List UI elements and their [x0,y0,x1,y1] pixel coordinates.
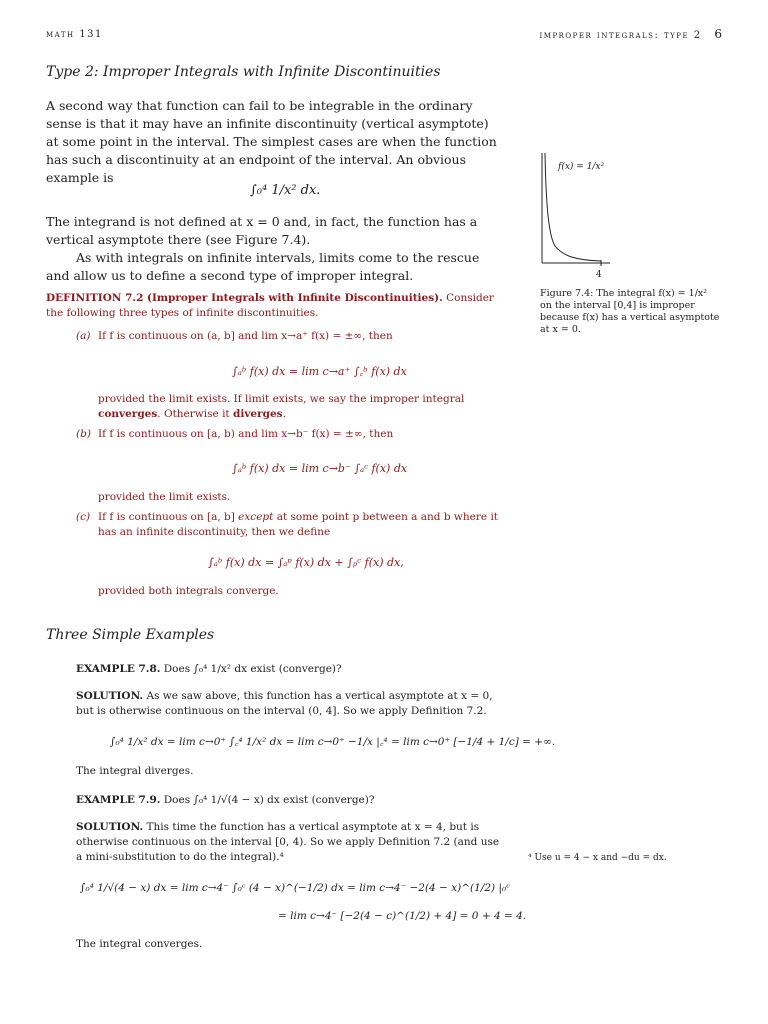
case-b-formula: ∫ₐᵇ f(x) dx = lim c→b⁻ ∫ₐᶜ f(x) dx [232,462,408,475]
example-integral: ∫₀⁴ 1/x² dx. [250,183,321,198]
case-c-cond-pre: If f is continuous on [a, b] [98,511,235,523]
example-7-9-formula-2: = lim c→4⁻ [−2(4 − c)^(1/2) + 4] = 0 + 4 = 4. [278,910,527,922]
case-a-otherwise: Otherwise it [163,408,230,420]
rescue-paragraph: As with integrals on infinite intervals, limits come to the rescue and allow us to define a second type of improper integral. [46,250,480,283]
section-title-examples: Three Simple Examples [46,627,215,643]
example-7-8-solution [76,689,506,719]
case-b-after: provided the limit exists. [98,491,231,503]
figure-caption: Figure 7.4: The integral f(x) = 1/x² on the interval [0,4] is improper because f(x) has a vertical asymptote at x = 0. [540,288,720,335]
example-7-8-formula: ∫₀⁴ 1/x² dx = lim c→0⁺ ∫꜀⁴ 1/x² dx = lim c→0⁺ −1/x |꜀⁴ = lim c→0⁺ [−1/4 + 1/c] = +∞. [110,736,556,748]
case-a-after: provided the limit exists. If limit exists, we say the improper integral converges. Otherwise it diverges. [98,393,465,420]
example-7-9-solution-label: SOLUTION. [76,821,144,833]
example-7-9-formula-1: ∫₀⁴ 1/√(4 − x) dx = lim c→4⁻ ∫₀ᶜ (4 − x)^(−1/2) dx = lim c→4⁻ −2(4 − x)^(1/2) |₀ᶜ [80,882,510,894]
header-chapter-title: improper integrals: type 2 [539,30,702,41]
definition-intro [46,291,508,321]
example-7-9-solution-text: This time the function has a vertical asymptote at x = 4, but is otherwise continuous on the interval [0, 4). So we apply Definition 7.2 (and use a mini-substitution to do the integral).⁴ [76,821,500,863]
figure-function-label: f(x) = 1/x² [558,162,605,172]
example-7-8-solution-label: SOLUTION. [76,690,144,702]
example-7-9-question: Does ∫₀⁴ 1/√(4 − x) dx exist (converge)? [163,794,375,806]
case-a-after-text: provided the limit exists. If limit exists, we say the improper integral [98,393,465,405]
running-header-right [540,27,722,41]
case-c-formula: ∫ₐᵇ f(x) dx = ∫ₐᵖ f(x) dx + ∫ₚᶜ f(x) dx, [208,556,404,569]
case-c-cond-post: at some point p between a and b where it has an infinite discontinuity, then we define [98,511,499,538]
example-7-8-conclusion: The integral diverges. [76,765,194,777]
case-b-marker: (b) [76,428,91,440]
definition-intro-tail: Consider the following three types of infinite discontinuities. [46,292,494,319]
section-title-type2: Type 2: Improper Integrals with Infinite Discontinuities [46,64,441,80]
case-a-marker: (a) [76,330,91,342]
example-7-9-question-line [76,793,506,808]
case-a-formula: ∫ₐᵇ f(x) dx = lim c→a⁺ ∫꜀ᵇ f(x) dx [232,365,407,378]
example-7-8-solution-text: As we saw above, this function has a vertical asymptote at x = 0, but is otherwise continuous on the interval (0, 4]. So we apply Definition 7.2. [76,690,493,717]
figure-tick-label: 4 [596,270,602,280]
example-7-8-label: EXAMPLE 7.8. [76,663,161,675]
sidenote-4: ⁴ Use u = 4 − x and −du = dx. [528,853,667,863]
case-c-condition [98,510,510,540]
example-7-8-question: Does ∫₀⁴ 1/x² dx exist (converge)? [163,663,342,675]
page-number: 6 [714,27,722,41]
case-c-marker: (c) [76,511,91,523]
example-7-9-label: EXAMPLE 7.9. [76,794,161,806]
case-a-condition: If f is continuous on (a, b] and lim x→a⁺ f(x) = ±∞, then [98,330,393,342]
example-7-8-question-line [76,662,506,677]
case-c-except: except [238,511,274,523]
definition-heading: DEFINITION 7.2 (Improper Integrals with Infinite Discontinuities). [46,292,443,304]
case-b-condition: If f is continuous on [a, b) and lim x→b⁻ f(x) = ±∞, then [98,428,394,440]
example-7-9-conclusion: The integral converges. [76,938,203,950]
integrand-paragraph: The integrand is not defined at x = 0 and, in fact, the function has a vertical asymptote there (see Figure 7.4). [46,214,478,247]
running-header-left: math 131 [46,29,103,40]
case-c-after: provided both integrals converge. [98,585,279,597]
example-7-9-solution [76,820,508,865]
diverges-term: diverges [233,408,283,420]
intro-paragraph: A second way that function can fail to be integrable in the ordinary sense is that it may have an infinite discontinuity (vertical asymptote) at some point in the interval. The simplest cases are when the function has such a discontinuity at an endpoint of the interval. An obvious example is [46,98,497,185]
converges-term: converges [98,408,158,420]
